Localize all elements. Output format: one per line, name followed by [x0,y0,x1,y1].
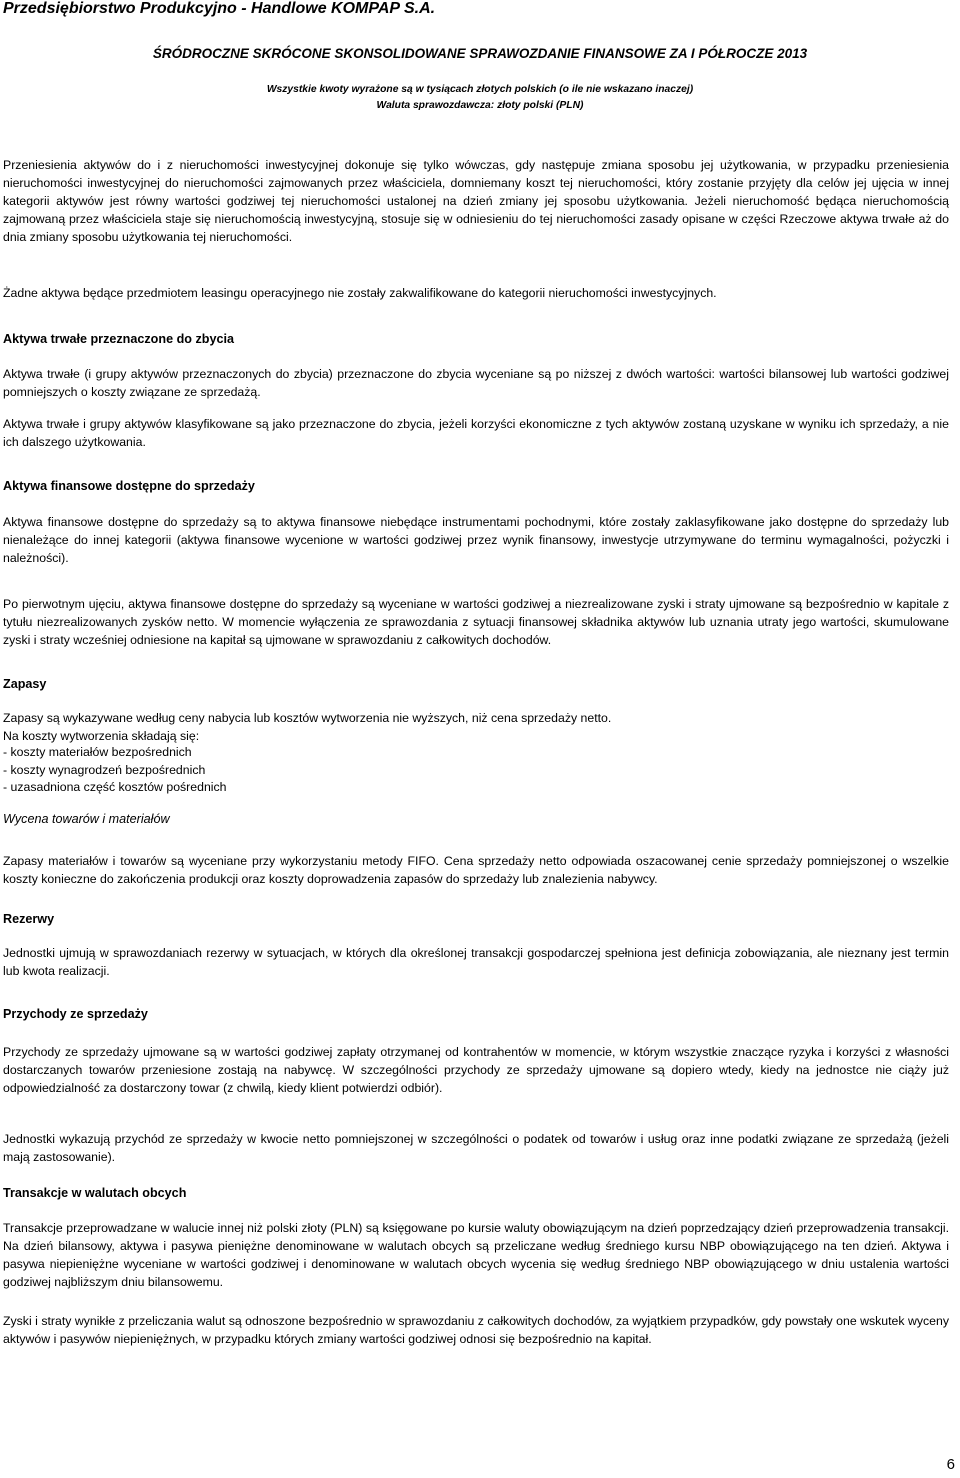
paragraph-fx-translation: Transakcje przeprowadzane w walucie innej niż polski złoty (PLN) są księgowane po kursie waluty obowiązującym na dzień poprzedzający dzień przeprowadzenia transakcji. Na dzień bilansowy, aktywa i pasywa pieniężne denominowane w walutach obcych są przeliczane według średniego kursu NBP obowiązującego na ten dzień. Aktywa i pasywa niepieniężne wyceniane w wartości godziwej i denominowane w walutach obcych wycenia się według średniego NBP obowiązującego w dniu ustalenia wartości godziwej najbliższym dniu bilansowemu. [3,1221,949,1289]
paragraph-afs-definition: Aktywa finansowe dostępne do sprzedaży są to aktywa finansowe niebędące instrumentami pochodnymi, które zostały zaklasyfikowane jako dostępne do sprzedaży lub nienależące do innej kategorii (aktywa finansowe wycenione w wartości godziwej przez wynik finansowy, inwestycje utrzymywane do terminu wymagalności, pożyczki i należności). [3,515,949,565]
paragraph-revenue-recognition: Przychody ze sprzedaży ujmowane są w wartości godziwej zapłaty otrzymanej od kontrahentów w momencie, w którym wszystkie znaczące ryzyka i korzyści z własności dostarczanych towarów przeniesione zostają na nabywcę. W szczególności przychody ze sprzedaży ujmowane są dopiero wtedy, kiedy na jednostce nie ciąży już odpowiedzialność za dostarczony towar (z chwilą, kiedy klient potwierdzi odbiór). [3,1045,949,1095]
heading-foreign-currency: Transakcje w walutach obcych [3,1186,187,1200]
list-item: - uzasadniona część kosztów pośrednich [3,780,227,794]
list-item: - koszty wynagrodzeń bezpośrednich [3,763,206,777]
paragraph-operating-leasing: Żadne aktywa będące przedmiotem leasingu operacyjnego nie zostały zakwalifikowane do kategorii nieruchomości inwestycyjnych. [3,286,717,300]
page-number: 6 [946,1456,955,1473]
heading-inventory: Zapasy [3,677,47,691]
paragraph-afs-measurement: Po pierwotnym ujęciu, aktywa finansowe dostępne do sprzedaży są wyceniane w wartości godziwej a niezrealizowane zyski i straty ujmowane są bezpośrednio w kapitale z tytułu niezrealizowanych zysków netto. W momencie wyłączenia ze sprawozdania z sytuacji finansowej składnika aktywów lub uznania utraty jego wartości, skumulowane zyski i straty wcześniej odniesione na kapitał są ujmowane w sprawozdaniu z całkowitych dochodów. [3,597,949,647]
paragraph-inventory-valuation: Zapasy są wykazywane według ceny nabycia lub kosztów wytworzenia nie wyższych, niż cena sprzedaży netto. [3,711,612,725]
company-name: Przedsiębiorstwo Produkcyjno - Handlowe KOMPAP S.A. [3,0,436,17]
report-title: ŚRÓDROCZNE SKRÓCONE SKONSOLIDOWANE SPRAWOZDANIE FINANSOWE ZA I PÓŁROCZE 2013 [152,46,808,61]
heading-available-for-sale: Aktywa finansowe dostępne do sprzedaży [3,479,255,493]
paragraph-held-for-sale-classification: Aktywa trwałe i grupy aktywów klasyfikowane są jako przeznaczone do zbycia, jeżeli korzyści ekonomiczne z tych aktywów zostaną uzyskane w wyniku ich sprzedaży, a nie ich dalszego użytkowania. [3,417,949,449]
paragraph-held-for-sale-valuation: Aktywa trwałe (i grupy aktywów przeznaczonych do zbycia) przeznaczone do zbycia wyceniane są po niższej z dwóch wartości: wartości bilansowej lub wartości godziwej pomniejszych o koszty związane ze sprzedażą. [3,367,949,399]
paragraph-investment-property-transfers: Przeniesienia aktywów do i z nieruchomości inwestycyjnej dokonuje się tylko wówczas, gdy następuje zmiana sposobu jej użytkowania, w przypadku przeniesienia nieruchomości inwestycyjnej do nieruchomości zajmowanych przez właściciela, domniemany koszt tej nieruchomości, który zostanie przyjęty dla celów jej ujęcia w innej kategorii aktywów jest równy wartości godziwej tej nieruchomości ustalonej na dzień zmiany jej sposobu użytkowania. Jeżeli nieruchomość będąca nieruchomością zajmowaną przez właściciela staje się nieruchomością inwestycyjną, stosuje się w odniesieniu do tej nieruchomości zasady opisane w części Rzeczowe aktywa trwałe aż do dnia zmiany sposobu użytkowania tej nieruchomości. [3,158,949,244]
paragraph-inventory-cost-components: Na koszty wytworzenia składają się: [3,729,200,743]
paragraph-fx-gains-losses: Zyski i straty wynikłe z przeliczania walut są odnoszone bezpośrednio w sprawozdaniu z całkowitych dochodów, za wyjątkiem przypadków, gdy powstały one wskutek wyceny aktywów i pasywów niepieniężnych, w przypadku których zmiany wartości godziwej odnosi się bezpośrednio na kapitał. [3,1314,949,1346]
paragraph-revenue-net-amount: Jednostki wykazują przychód ze sprzedaży w kwocie netto pomniejszonej w szczególności o podatek od towarów i usług oraz inne podatki związane ze sprzedażą (jeżeli mają zastosowanie). [3,1132,949,1164]
paragraph-provisions: Jednostki ujmują w sprawozdaniach rezerwy w sytuacjach, w których dla określonej transakcji gospodarczej spełniona jest definicja zobowiązania, ale nieznany jest termin lub kwota realizacji. [3,946,949,978]
heading-provisions: Rezerwy [3,912,55,926]
paragraph-fifo-valuation: Zapasy materiałów i towarów są wyceniane przy wykorzystaniu metody FIFO. Cena sprzedaży netto odpowiada oszacowanej cenie sprzedaży pomniejszonej o wszelkie koszty konieczne do zakończenia produkcji oraz koszty doprowadzenia zapasów do sprzedaży lub znalezienia nabywcy. [3,854,949,886]
subheading-goods-materials-valuation: Wycena towarów i materiałów [3,812,170,826]
heading-held-for-sale: Aktywa trwałe przeznaczone do zbycia [3,332,234,346]
currency-note: Waluta sprawozdawcza: złoty polski (PLN) [376,100,584,111]
heading-revenue: Przychody ze sprzedaży [3,1007,148,1021]
amounts-note: Wszystkie kwoty wyrażone są w tysiącach złotych polskich (o ile nie wskazano inaczej) [266,84,694,95]
list-item: - koszty materiałów bezpośrednich [3,745,192,759]
